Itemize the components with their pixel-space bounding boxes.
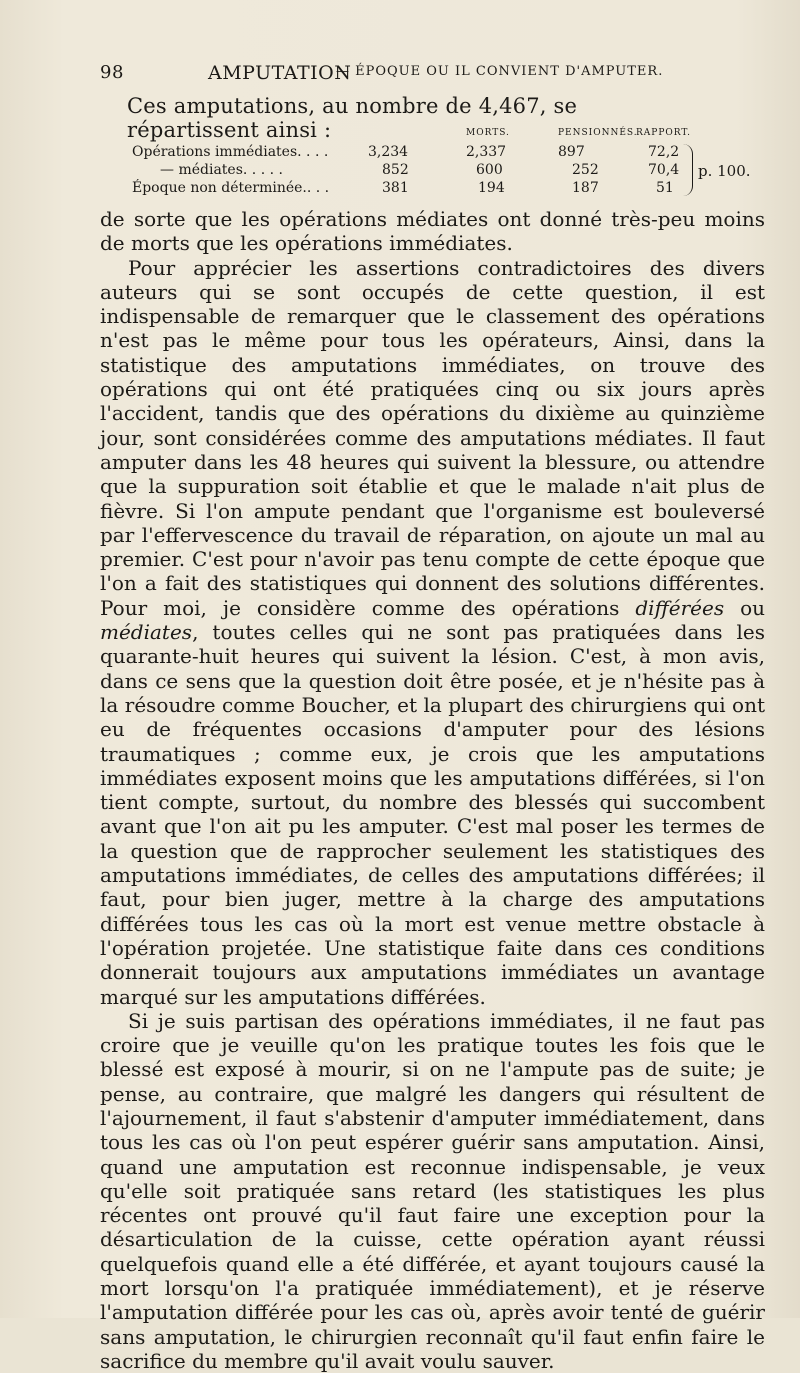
cell-pensionnes: 252	[572, 162, 599, 178]
table-intro: Ces amputations, au nombre de 4,467, se répartissent ainsi :	[127, 94, 578, 142]
row-label: Opérations immédiates. . . .	[132, 144, 329, 160]
col-header-pensionnes: PENSIONNÉS.	[558, 128, 638, 138]
row-label: Époque non déterminée.. . .	[132, 180, 330, 196]
cell-pensionnes: 187	[572, 180, 599, 196]
text-run: , toutes celles qui ne sont pas pratiquées dans les quarante-huit heures qui suivent la lésion. C'est, à mon avis, dans ce sens que la question doit être posée, et je n'hésite pas à la résoudre comme Boucher, et la plupart des chirurgiens qui ont eu de fréquentes occasions d'amputer pour des lésions traumatiques ; comme eux, je crois que les amputations immédiates exposent moins que les amputations différées, si l'on tient compte, surtout, du nombre des blessés qui succombent avant que l'on ait pu les amputer. C'est mal poser les termes de la question que de rapprocher seulement les statistiques des amputations immédiates, de celles des amputations différées; il faut, pour bien juger, mettre à la charge des amputations différées tous les cas où la mort est venue mettre obstacle à l'opération projetée. Une statistique faite dans ces conditions donnerait toujours aux amputations immédiates un avantage marqué sur les amputations différées.	[100, 620, 765, 1009]
curly-brace	[680, 144, 693, 196]
cell-rapport: 70,4	[648, 162, 680, 178]
row-label: — médiates. . . . .	[160, 162, 283, 178]
running-title: AMPUTATION	[208, 62, 352, 84]
statistics-table	[100, 128, 780, 198]
cell-morts: 2,337	[466, 144, 507, 160]
body-text	[100, 207, 765, 1373]
emphasis: médiates	[100, 620, 193, 645]
page-number: 98	[100, 62, 124, 83]
cell-morts: 600	[476, 162, 503, 178]
paragraph: Si je suis partisan des opérations immédiates, il ne faut pas croire que je veuille qu'on les pratique toutes les fois que le blessé est exposé à mourir, si on ne l'ampute pas de suite; je pense, au contraire, que malgré les dangers qui résultent de l'ajournement, il faut s'abstenir d'amputer immédiatement, dans tous les cas où l'on peut espérer guérir sans amputation. Ainsi, quand une amputation est reconnue indispensable, je veux qu'elle soit pratiquée sans retard (les statistiques les plus récentes ont prouvé qu'il faut faire une exception pour la désarticulation de la cuisse, cette opération ayant réussi quelquefois quand elle a été différée, et ayant toujours causé la mort lorsqu'on l'a pratiquée immédiatement), et je réserve l'amputation différée pour les cas où, après avoir tenté de guérir sans amputation, le chirurgien reconnaît qu'il faut enfin faire le sacrifice du membre qu'il avait voulu sauver.	[100, 1008, 765, 1373]
cell-total: 852	[382, 162, 409, 178]
paragraph	[100, 256, 765, 1009]
emphasis: différées	[635, 595, 725, 620]
cell-morts: 194	[478, 180, 505, 196]
paragraph: de sorte que les opérations médiates ont donné très-peu moins de morts que les opérations immédiates.	[100, 207, 765, 256]
running-subtitle: — ÉPOQUE OU IL CONVIENT D'AMPUTER.	[336, 64, 664, 79]
text-run: Pour apprécier les assertions contradictoires des divers auteurs qui se sont occupés de cette question, il est indispensable de remarquer que le classement des opérations n'est pas le même pour tous les opérateurs, Ainsi, dans la statistique des amputations immédiates, on trouve des opérations qui ont été pratiquées cinq ou six jours après l'accident, tandis que des opérations du dixième au quinzième jour, sont considérées comme des amputations médiates. Il faut amputer dans les 48 heures qui suivent la blessure, ou attendre que la suppuration soit établie et que le malade n'ait plus de fièvre. Si l'on ampute pendant que l'organisme est bouleversé par l'effervescence du travail de réparation, on ajoute un mal au premier. C'est pour n'avoir pas tenu compte de cette époque que l'on a fait des statistiques qui donnent des solutions différentes. Pour moi, je considère comme des opérations	[100, 255, 765, 620]
cell-pensionnes: 897	[558, 144, 585, 160]
page-reference: p. 100.	[698, 162, 751, 180]
cell-rapport: 72,2	[648, 144, 680, 160]
cell-rapport: 51	[656, 180, 674, 196]
cell-total: 381	[382, 180, 409, 196]
text-run: ou	[724, 595, 765, 620]
col-header-rapport: RAPPORT.	[636, 128, 691, 138]
col-header-morts: MORTS.	[466, 128, 510, 138]
cell-total: 3,234	[368, 144, 409, 160]
